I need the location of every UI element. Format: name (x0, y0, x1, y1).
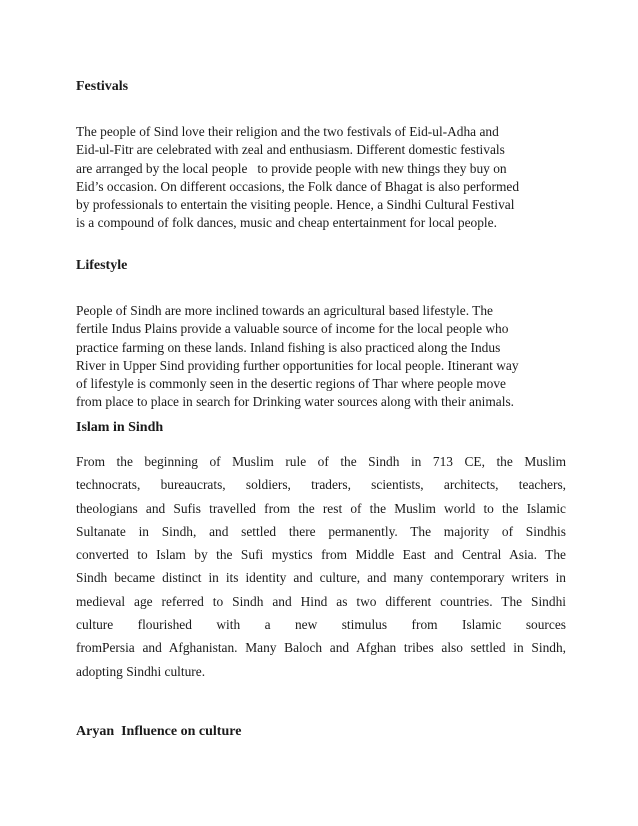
paragraph-islam-in-sindh (76, 450, 566, 683)
text-line: Sultanate in Sindh, and settled there permanently. The majority of Sindhis (76, 523, 566, 539)
text-line: River in Upper Sind providing further opportunities for local people. Itinerant way (76, 357, 519, 373)
text-line: by professionals to entertain the visiting people. Hence, a Sindhi Cultural Festival (76, 197, 515, 213)
text-line: are arranged by the local people to provide people with new things they buy on (76, 160, 507, 176)
text-line: of lifestyle is commonly seen in the desertic regions of Thar where people move (76, 376, 506, 392)
text-line: Eid-ul-Fitr are celebrated with zeal and enthusiasm. Different domestic festivals (76, 142, 505, 158)
text-line: is a compound of folk dances, music and cheap entertainment for local people. (76, 215, 497, 231)
text-line: from place to place in search for Drinking water sources along with their animals. (76, 394, 515, 410)
section-heading-festivals: Festivals (76, 79, 129, 94)
section-heading-islam-in-sindh: Islam in Sindh (76, 420, 164, 435)
text-line: The people of Sind love their religion and the two festivals of Eid-ul-Adha and (76, 124, 499, 139)
text-line: theologians and Sufis travelled from the rest of the Muslim world to the Islamic (76, 500, 566, 516)
text-line: adopting Sindhi culture. (76, 663, 206, 679)
paragraph-lifestyle (76, 302, 566, 412)
text-line: From the beginning of Muslim rule of the Sindh in 713 CE, the Muslim (76, 454, 566, 469)
text-line: medieval age referred to Sindh and Hind as two different countries. The Sindhi (76, 593, 566, 609)
text-line: People of Sindh are more inclined towards an agricultural based lifestyle. The (76, 303, 493, 318)
text-line: practice farming on these lands. Inland fishing is also practiced along the Indus (76, 339, 501, 355)
text-line: technocrats, bureaucrats, soldiers, traders, scientists, architects, teachers, (76, 477, 566, 493)
text-line: Eid’s occasion. On different occasions, the Folk dance of Bhagat is also performed (76, 178, 520, 194)
text-line: Sindh became distinct in its identity and culture, and many contemporary writers in (76, 570, 566, 586)
paragraph-festivals (76, 123, 566, 233)
text-line: culture flourished with a new stimulus from Islamic sources (76, 617, 566, 633)
section-heading-aryan-influence: Aryan Influence on culture (76, 724, 242, 739)
text-line: fertile Indus Plains provide a valuable source of income for the local people who (76, 321, 509, 337)
section-heading-lifestyle: Lifestyle (76, 258, 128, 273)
text-line: fromPersia and Afghanistan. Many Baloch and Afghan tribes also settled in Sindh, (76, 640, 566, 656)
text-line: converted to Islam by the Sufi mystics from Middle East and Central Asia. The (76, 547, 566, 563)
